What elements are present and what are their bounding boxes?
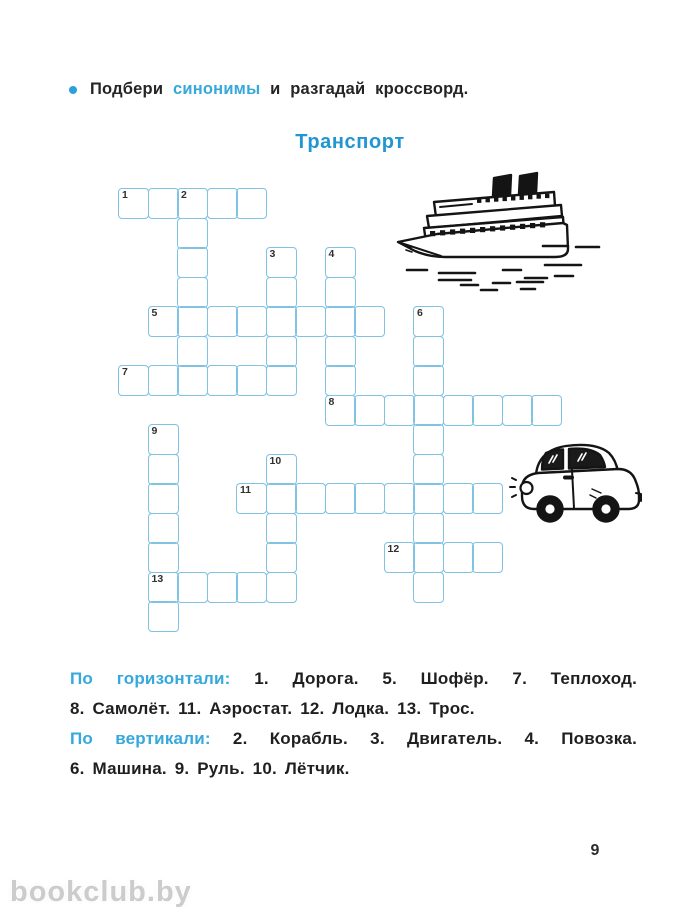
crossword-cell — [384, 483, 415, 514]
crossword-cell — [413, 365, 444, 396]
crossword-cell — [325, 395, 356, 426]
instruction-text-before: Подбери — [90, 80, 173, 98]
clue-number: 13 — [151, 572, 164, 585]
crossword-cell — [148, 513, 179, 544]
page-title: Транспорт — [295, 131, 405, 153]
crossword-cell — [148, 424, 179, 455]
crossword-cell — [443, 483, 474, 514]
crossword-cell — [148, 483, 179, 514]
car-illustration — [506, 436, 646, 531]
crossword-cell — [177, 306, 208, 337]
crossword-cell — [266, 542, 297, 573]
clue-number: 8 — [328, 395, 335, 408]
crossword-cell — [413, 572, 444, 603]
crossword-cell — [177, 365, 208, 396]
crossword-cell — [295, 306, 326, 337]
crossword-cell — [118, 365, 149, 396]
crossword-cell — [148, 365, 179, 396]
crossword-cell — [413, 483, 444, 514]
crossword-cell — [177, 277, 208, 308]
crossword-cell — [266, 454, 297, 485]
crossword-cell — [266, 513, 297, 544]
crossword-cell — [266, 247, 297, 278]
page-number: 9 — [590, 842, 600, 859]
crossword-cell — [325, 365, 356, 396]
crossword-cell — [177, 572, 208, 603]
crossword-cell — [325, 336, 356, 367]
crossword-cell — [207, 306, 238, 337]
clue-line-across-2: 8. Самолёт. 11. Аэростат. 12. Лодка. 13. Трос. — [70, 699, 475, 718]
crossword-cell — [266, 572, 297, 603]
clue-number: 11 — [240, 484, 252, 496]
crossword-cell — [266, 277, 297, 308]
crossword-cell — [148, 572, 179, 603]
crossword-cell — [531, 395, 562, 426]
crossword-cell — [443, 542, 474, 573]
bullet-icon — [69, 86, 77, 94]
crossword-cell — [325, 483, 356, 514]
crossword-cell — [148, 306, 179, 337]
clue-number: 10 — [269, 454, 282, 467]
crossword-cell — [472, 542, 503, 573]
crossword-cell — [384, 542, 415, 573]
across-label: По горизонтали: — [70, 669, 231, 688]
crossword-cell — [354, 483, 385, 514]
crossword-cell — [207, 365, 238, 396]
clue-list — [70, 664, 637, 784]
crossword-cell — [236, 306, 267, 337]
instruction-highlight: синонимы — [172, 80, 261, 98]
crossword-cell — [325, 277, 356, 308]
crossword-cell — [148, 188, 179, 219]
clue-number: 5 — [151, 307, 158, 319]
crossword-cell — [413, 513, 444, 544]
crossword-cell — [295, 483, 326, 514]
clue-number: 1 — [122, 189, 128, 201]
clue-line-down-2: 6. Машина. 9. Руль. 10. Лётчик. — [70, 759, 350, 778]
clue-number: 6 — [417, 307, 423, 319]
crossword-cell — [266, 306, 297, 337]
crossword-cell — [354, 306, 385, 337]
crossword-cell — [325, 247, 356, 278]
clue-line-down-1 — [70, 724, 637, 754]
crossword-cell — [266, 483, 297, 514]
crossword-cell — [266, 336, 297, 367]
across-clues-1: 1. Дорога. 5. Шофёр. 7. Теплоход. — [230, 669, 637, 688]
crossword-cell — [148, 542, 179, 573]
instruction-text-after: и разгадай кроссворд. — [260, 80, 469, 98]
crossword-cell — [236, 365, 267, 396]
watermark: bookclub.by — [10, 876, 192, 908]
clue-number: 3 — [269, 248, 276, 260]
crossword-cell — [148, 601, 179, 632]
crossword-cell — [413, 424, 444, 455]
clue-number: 7 — [122, 366, 128, 378]
down-clues-1: 2. Корабль. 3. Двигатель. 4. Повозка. — [210, 729, 637, 748]
crossword-cell — [207, 572, 238, 603]
crossword-cell — [443, 395, 474, 426]
crossword-cell — [236, 188, 267, 219]
crossword-cell — [148, 454, 179, 485]
crossword-cell — [177, 188, 208, 219]
task-instruction — [90, 80, 510, 99]
crossword-cell — [413, 306, 444, 337]
crossword-cell — [236, 483, 267, 514]
crossword-cell — [354, 395, 385, 426]
clue-number: 2 — [181, 189, 187, 201]
crossword-cell — [207, 188, 238, 219]
crossword-cell — [502, 395, 533, 426]
crossword-cell — [413, 395, 444, 426]
ship-illustration — [393, 170, 607, 296]
crossword-cell — [472, 483, 503, 514]
crossword-cell — [325, 306, 356, 337]
crossword-cell — [118, 188, 149, 219]
crossword-cell — [413, 336, 444, 367]
clue-number: 12 — [387, 543, 400, 555]
crossword-cell — [177, 247, 208, 278]
down-label: По вертикали: — [70, 729, 211, 748]
crossword-cell — [384, 395, 415, 426]
clue-line-across-1 — [70, 664, 637, 694]
crossword-cell — [266, 365, 297, 396]
crossword-cell — [472, 395, 503, 426]
crossword-cell — [236, 572, 267, 603]
crossword-cell — [413, 454, 444, 485]
clue-number: 9 — [151, 425, 158, 437]
clue-number: 4 — [328, 248, 335, 260]
crossword-cell — [413, 542, 444, 573]
crossword-cell — [177, 218, 208, 249]
crossword-cell — [177, 336, 208, 367]
